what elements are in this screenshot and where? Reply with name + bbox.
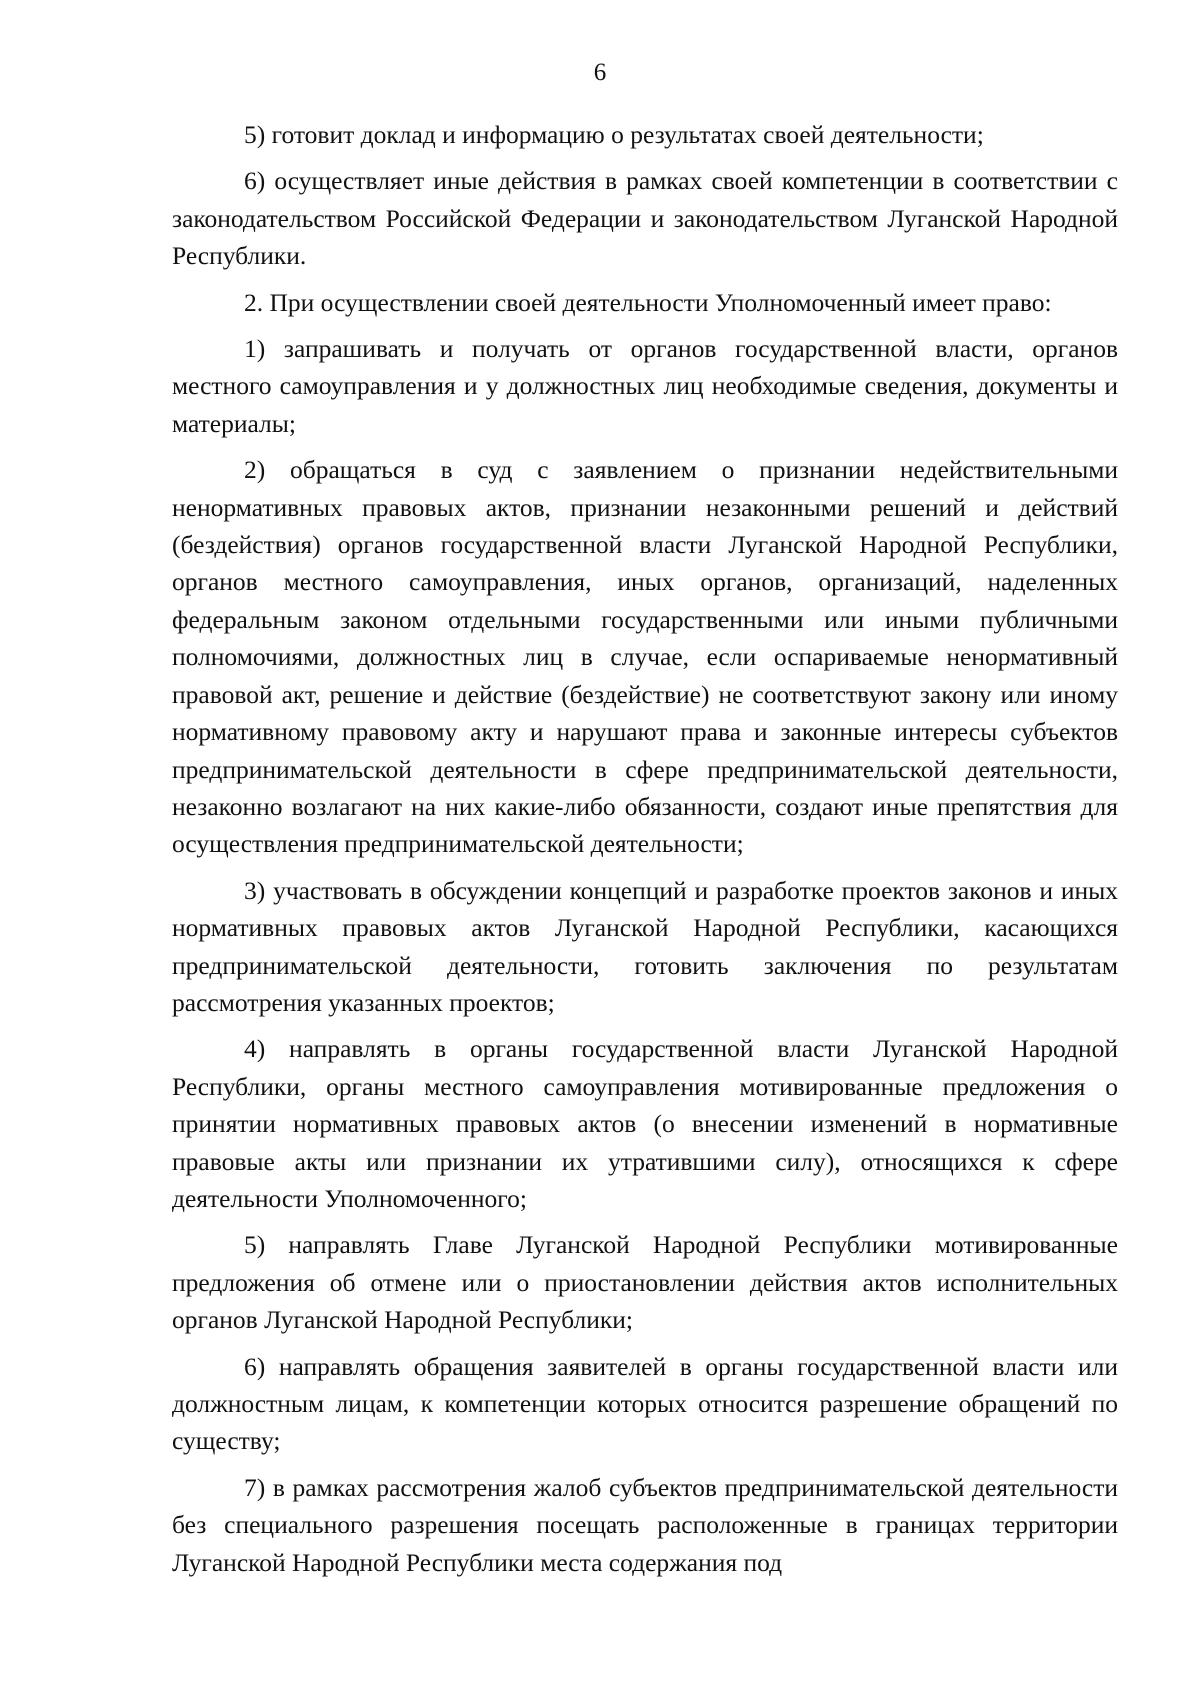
paragraph-section-2-rights: 2. При осуществлении своей деятельности Уполномоченный имеет право: bbox=[244, 287, 1052, 317]
page-number: 6 bbox=[593, 59, 607, 86]
paragraph-right-6-forward-appeals: 6) направлять обращения заявителей в органы государственной власти или должностным лицам, к компетенции которых относится разрешение обращений по существу; bbox=[172, 1351, 1118, 1456]
paragraph-right-1-request-info: 1) запрашивать и получать от органов государственной власти, органов местного самоуправления и у должностных лиц необходимые сведения, документы и материалы; bbox=[172, 334, 1118, 438]
paragraph-right-2-court: 2) обращаться в суд с заявлением о признании недействительными ненормативных правовых актов, признании незаконными решений и действий (бездействия) органов государственной власти Луганской Народной Республики, органов местного самоуправления, иных органов, организаций, наделенных федеральным законом отдельными государственными или иными публичными полномочиями, должностных лиц в случае, если оспариваемые ненормативный правовой акт, решение и действие (бездействие) не соответствуют закону или иному нормативному правовому акту и нарушают права и законные интересы субъектов предпринимательской деятельности в сфере предпринимательской деятельности, незаконно возлагают на них какие-либо обязанности, создают иные препятствия для осуществления предпринимательской деятельности; bbox=[172, 455, 1118, 859]
document-body bbox=[172, 116, 1118, 1590]
paragraph-right-4-proposals: 4) направлять в органы государственной власти Луганской Народной Республики, органы местного самоуправления мотивированные предложения о принятии нормативных правовых актов (о внесении изменений в нормативные правовые акты или признании их утратившими силу), относящихся к сфере деятельности Уполномоченного; bbox=[172, 1034, 1118, 1213]
paragraph-item-5-report: 5) готовит доклад и информацию о результатах своей деятельности; bbox=[244, 120, 984, 149]
paragraph-right-5-head-proposals: 5) направлять Главе Луганской Народной Республики мотивированные предложения об отмене или о приостановлении действия актов исполнительных органов Луганской Народной Республики; bbox=[172, 1230, 1118, 1335]
paragraph-right-7-visit-places: 7) в рамках рассмотрения жалоб субъектов предпринимательской деятельности без специального разрешения посещать расположенные в границах территории Луганской Народной Республики места содержания под bbox=[172, 1472, 1118, 1577]
paragraph-item-6-other-actions: 6) осуществляет иные действия в рамках своей компетенции в соответствии с законодательством Российской Федерации и законодательством Луганской Народной Республики. bbox=[172, 166, 1118, 271]
paragraph-right-3-discuss-laws: 3) участвовать в обсуждении концепций и разработке проектов законов и иных нормативных правовых актов Луганской Народной Республики, касающихся предпринимательской деятельности, готовить заключения по результатам рассмотрения указанных проектов; bbox=[172, 875, 1118, 1017]
